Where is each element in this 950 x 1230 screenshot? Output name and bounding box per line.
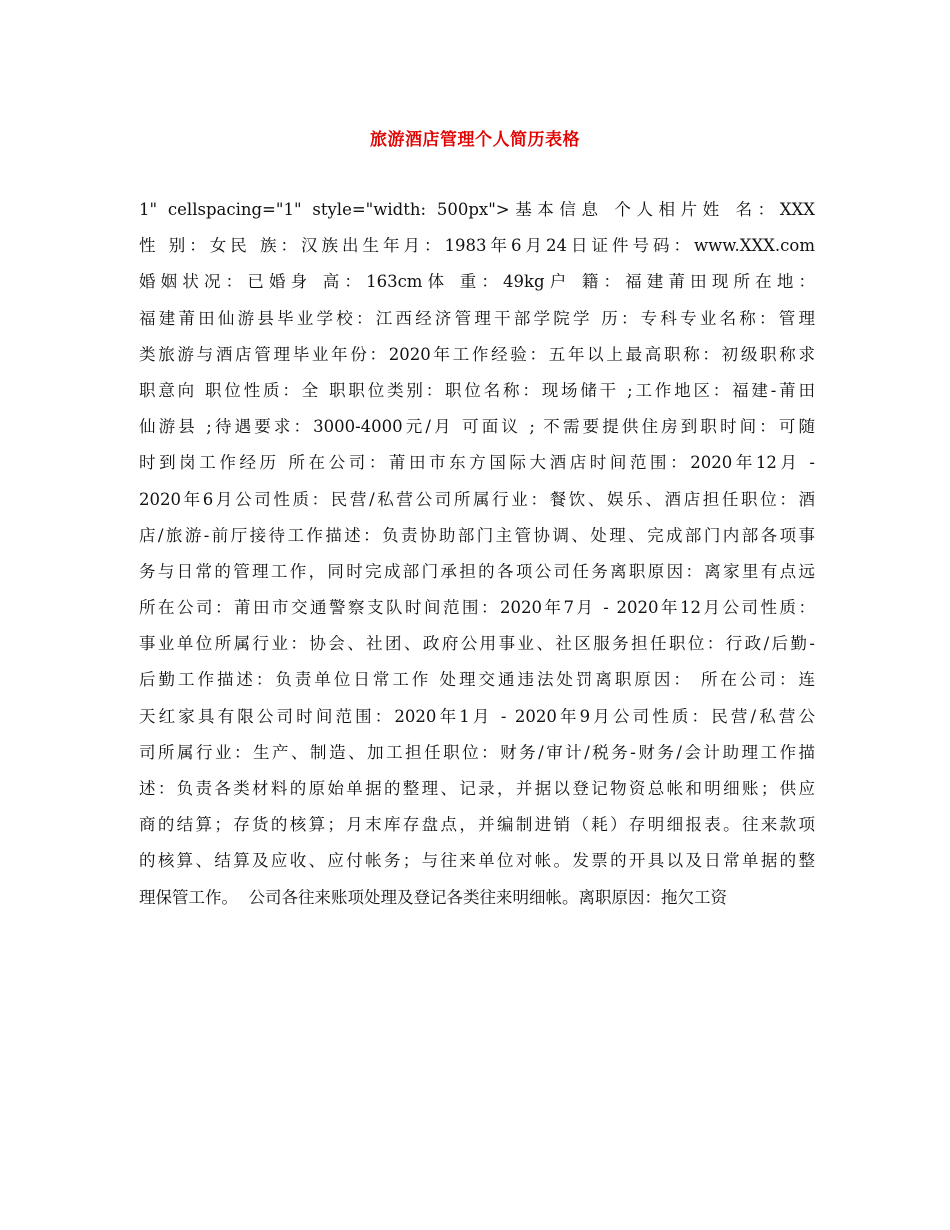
- body-line: 司所属行业：生产、制造、加工担任职位：财务/审计/税务-财务/会计助理工作描: [139, 742, 815, 762]
- body-line: 仙游县 ;待遇要求：3000-4000元/月 可面议 ; 不需要提供住房到职时间：可随: [139, 417, 815, 437]
- body-line: 婚姻状况：已婚身 高：163cm体 重：49kg户 籍：福建莆田现所在地：: [139, 272, 815, 292]
- body-line: 店/旅游-前厅接待工作描述：负责协助部门主管协调、处理、完成部门内部各项事: [139, 525, 815, 545]
- body-line: 述：负责各类材料的原始单据的整理、记录，并据以登记物资总帐和明细账；供应: [139, 779, 815, 798]
- body-line: 职意向 职位性质：全 职职位类别：职位名称：现场储干 ;工作地区：福建-莆田: [139, 380, 815, 400]
- body-line: 事业单位所属行业：协会、社团、政府公用事业、社区服务担任职位：行政/后勤-: [139, 634, 815, 654]
- body-line: 福建莆田仙游县毕业学校：江西经济管理干部学院学 历：专科专业名称：管理: [139, 308, 815, 328]
- body-line: 所在公司：莆田市交通警察支队时间范围：2020年7月 - 2020年12月公司性质：: [139, 598, 815, 618]
- body-line: 时到岗工作经历 所在公司：莆田市东方国际大酒店时间范围：2020年12月 -: [139, 453, 815, 473]
- body-line: 天红家具有限公司时间范围：2020年1月 - 2020年9月公司性质：民营/私营公: [139, 706, 815, 726]
- body-line: 1" cellspacing="1" style="width: 500px">基本信息 个人相片姓 名：XXX: [139, 200, 815, 219]
- body-line: 性 别：女民 族：汉族出生年月：1983年6月24日证件号码：www.XXX.com: [139, 236, 815, 256]
- document-title: 旅游酒店管理个人简历表格: [370, 130, 580, 150]
- body-line-last: 理保管工作。 公司各往来账项处理及登记各类往来明细帐。离职原因：拖欠工资: [139, 887, 727, 907]
- body-line: 务与日常的管理工作，同时完成部门承担的各项公司任务离职原因：离家里有点远: [139, 561, 815, 581]
- body-line: 类旅游与酒店管理毕业年份：2020年工作经验：五年以上最高职称：初级职称求: [139, 344, 815, 364]
- body-line: 商的结算；存货的核算；月末库存盘点，并编制进销（耗）存明细报表。往来款项: [139, 815, 815, 835]
- document-body: [139, 192, 815, 916]
- body-line: 2020年6月公司性质：民营/私营公司所属行业：餐饮、娱乐、酒店担任职位：酒: [139, 489, 815, 509]
- body-line: 后勤工作描述：负责单位日常工作 处理交通违法处罚离职原因： 所在公司：连: [139, 670, 815, 690]
- body-line: 的核算、结算及应收、应付帐务；与往来单位对帐。发票的开具以及日常单据的整: [139, 851, 815, 871]
